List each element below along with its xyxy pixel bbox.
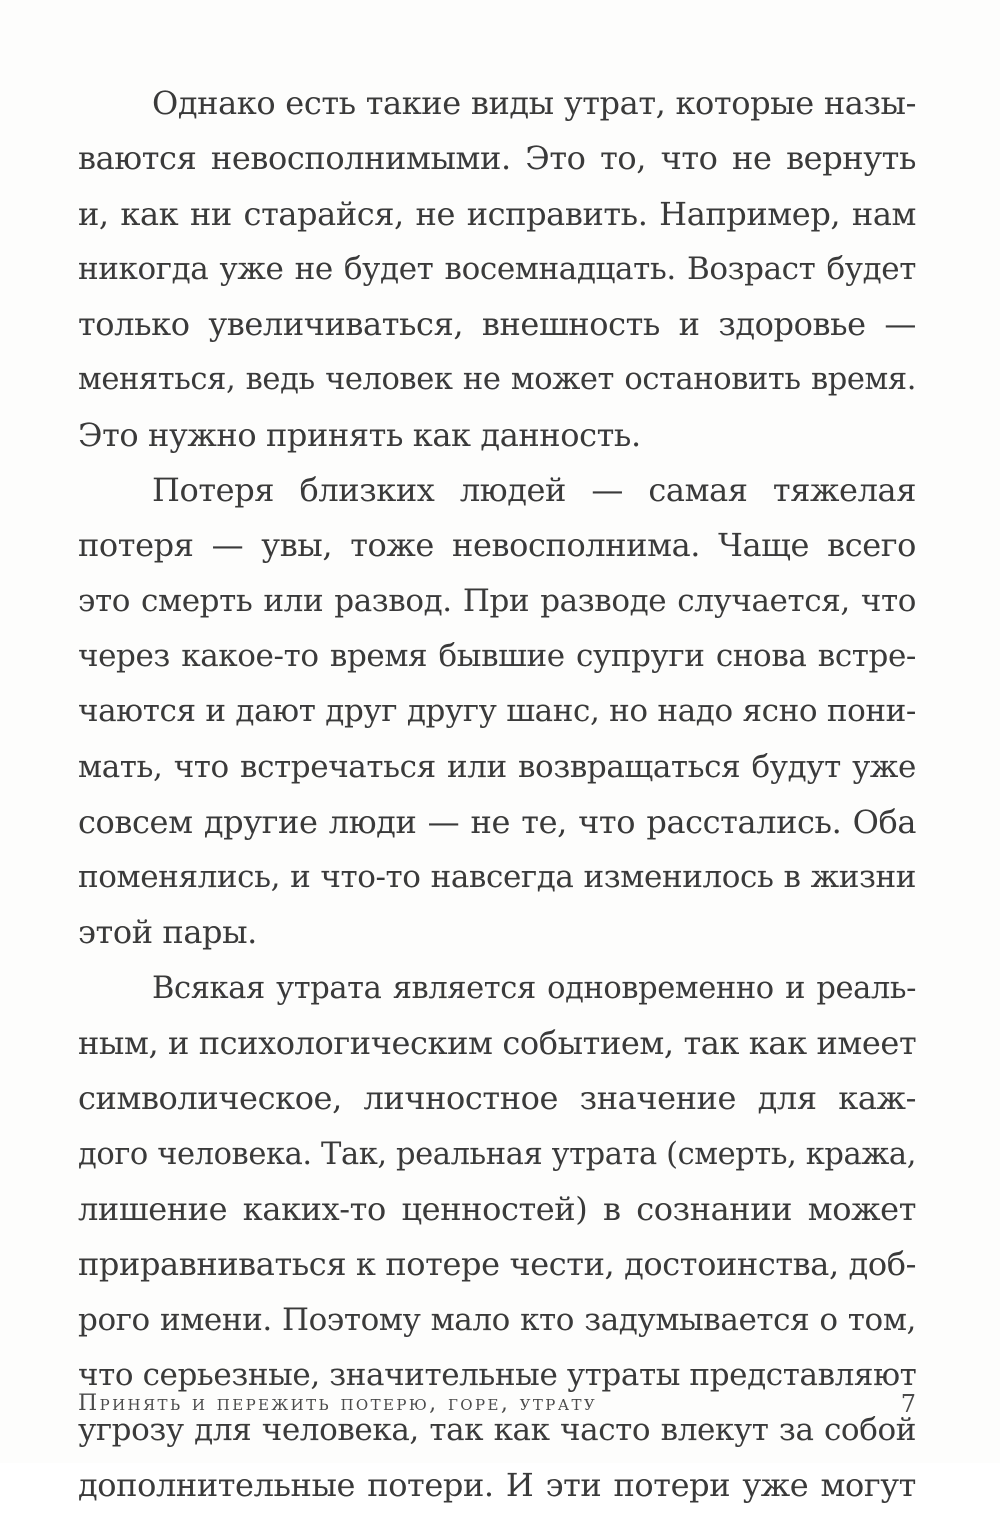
text-line: ным, и психологическим событием, так как имеет [78, 1024, 917, 1063]
text-line: и, как ни старайся, не исправить. Например, нам [78, 194, 916, 233]
running-head: Принять и пережить потерю, горе, утрату [78, 1391, 598, 1416]
text-line: лишение каких-то ценностей) в сознании может [78, 1189, 916, 1228]
text-line: дого человека. Так, реальная утрата (смерть, кража, [78, 1136, 916, 1172]
text-line: совсем другие люди — не те, что расстались. Оба [78, 802, 916, 841]
paragraph-2 [78, 463, 916, 961]
text-line: потеря — увы, тоже невосполнима. Чаще всего [78, 526, 916, 565]
text-line: через какое-то время бывшие супруги снова встре- [78, 637, 916, 674]
text-line: символическое, личностное значение для каж- [78, 1079, 916, 1118]
text-line: Всякая утрата является одновременно и реаль- [152, 970, 916, 1006]
text-line: поменялись, и что-то навсегда изменилось в жизни [78, 859, 916, 896]
text-line: этой пары. [78, 913, 257, 952]
text-line: меняться, ведь человек не может остановить время. [78, 362, 916, 398]
text-line: дополнительные потери. И эти потери уже могут [78, 1466, 916, 1505]
body-text [78, 76, 916, 1514]
text-line: Это нужно принять как данность. [78, 415, 641, 454]
text-line: никогда уже не будет восемнадцать. Возраст будет [78, 250, 916, 287]
text-line: это смерть или развод. При разводе случается, что [78, 582, 916, 619]
text-line: мать, что встречаться или возвращаться будут уже [78, 748, 916, 785]
paragraph-1 [78, 76, 916, 463]
page-footer [78, 1384, 916, 1424]
text-line: Однако есть такие виды утрат, которые назы- [152, 84, 916, 122]
page-number: 7 [900, 1390, 916, 1418]
paragraph-3 [78, 961, 916, 1514]
text-line: приравниваться к потере чести, достоинства, доб- [78, 1245, 916, 1284]
text-line: ваются невосполнимыми. Это то, что не вернуть [78, 139, 916, 178]
text-line: только увеличиваться, внешность и здоровье — [78, 305, 916, 344]
text-line: Потеря близких людей — самая тяжелая [152, 471, 916, 510]
text-line: угрозу для человека, так как часто влекут за собой [78, 1412, 916, 1449]
text-line: что серьезные, значительные утраты представляют [78, 1356, 917, 1393]
text-line: чаются и дают друг другу шанс, но надо ясно пони- [78, 693, 916, 730]
text-line: рого имени. Поэтому мало кто задумывается о том, [78, 1301, 916, 1338]
